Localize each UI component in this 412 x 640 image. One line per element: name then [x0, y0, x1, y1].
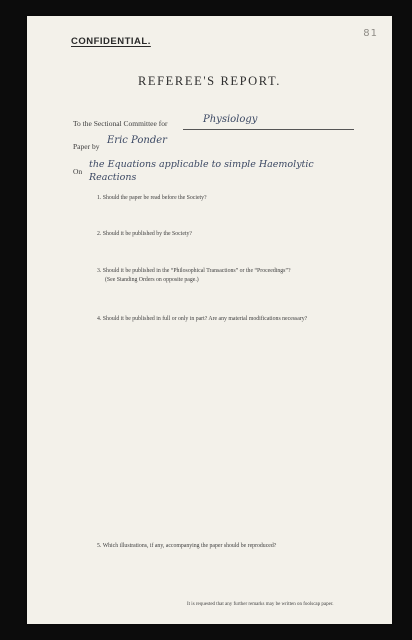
question-1: 1. Should the paper be read before the Society?: [97, 195, 207, 201]
paper-by-label: Paper by: [73, 142, 100, 151]
footer-note: It is requested that any further remarks may be written on foolscap paper.: [187, 602, 334, 607]
paper-by-handwritten: Eric Ponder: [107, 135, 167, 146]
confidential-heading: CONFIDENTIAL.: [71, 36, 151, 47]
folio-number: 81: [363, 28, 378, 39]
question-4: 4. Should it be published in full or only in part? Are any material modifications necessary?: [97, 316, 308, 322]
report-title: REFEREE'S REPORT.: [137, 74, 282, 88]
question-5: 5. Which illustrations, if any, accompanying the paper should be reproduced?: [97, 543, 277, 549]
committee-rule: [183, 129, 354, 130]
on-handwritten-line2: Reactions: [89, 172, 137, 183]
question-3: 3. Should it be published in the “Philosophical Transactions” or the “Proceedings”?: [97, 268, 291, 274]
question-2: 2. Should it be published by the Society?: [97, 231, 192, 237]
report-sheet: [27, 16, 392, 624]
committee-handwritten: Physiology: [203, 114, 258, 125]
question-3-note: (See Standing Orders on opposite page.): [105, 277, 199, 283]
committee-label: To the Sectional Committee for: [73, 119, 168, 128]
on-label: On: [73, 167, 83, 176]
on-handwritten-line1: the Equations applicable to simple Haemolytic: [89, 159, 314, 170]
